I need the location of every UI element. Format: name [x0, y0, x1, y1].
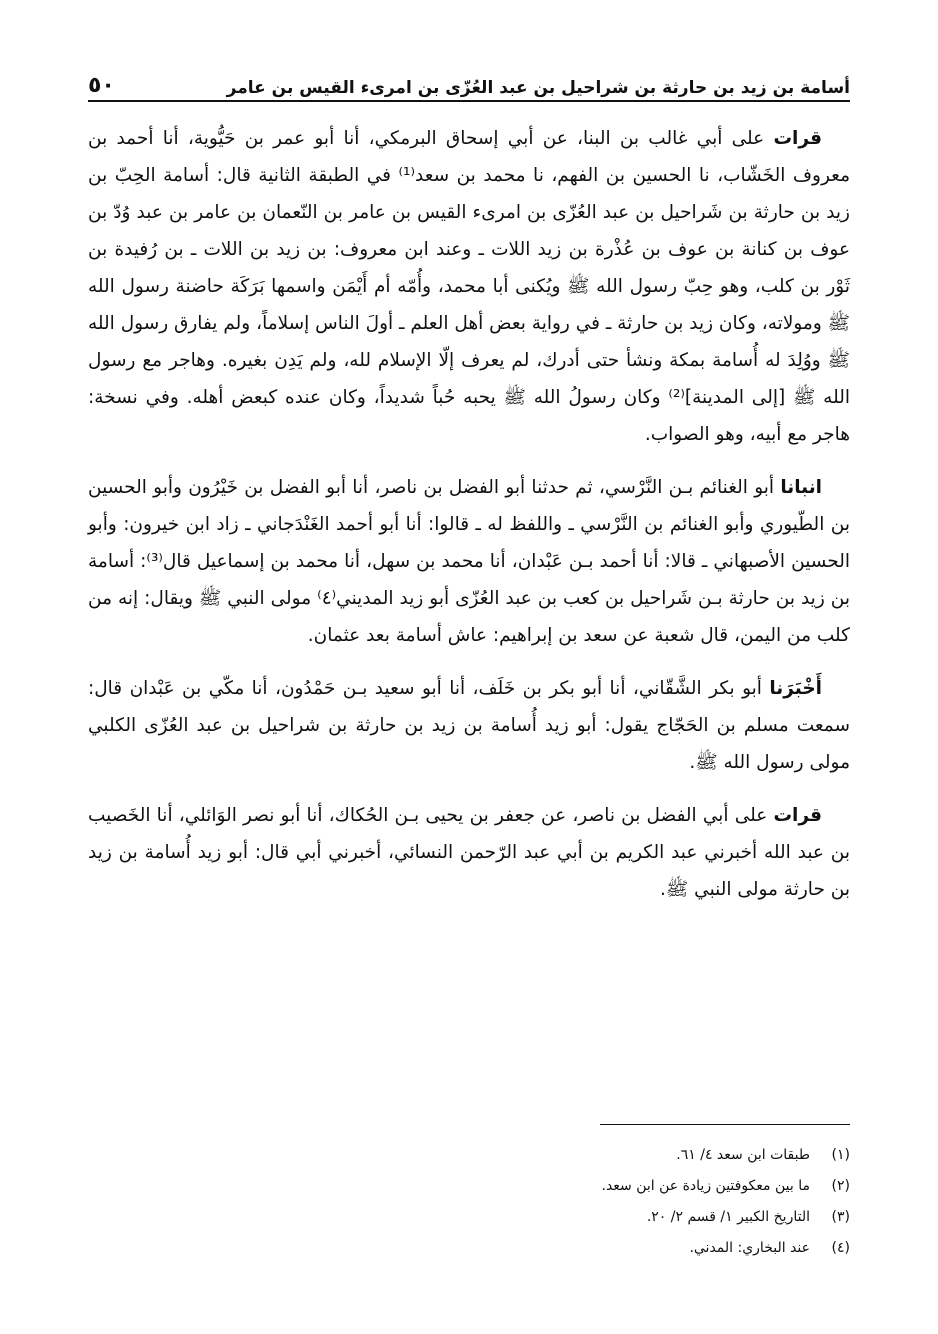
footnotes: [88, 1140, 850, 1264]
paragraph: [88, 797, 850, 908]
page-number: ٥٠: [88, 73, 115, 98]
footnote-number: (٣): [831, 1209, 850, 1225]
paragraph: [88, 469, 850, 654]
paragraph-lead-word: أَخْبَرَنا: [769, 678, 822, 699]
footnote: [88, 1202, 850, 1233]
page-header: [88, 58, 850, 98]
footnote-number: (٢): [831, 1178, 850, 1194]
paragraph-text: على أبي غالب بن البنا، عن أبي إسحاق البرمكي، أنا أبو عمر بن حَيُّوية، أنا أحمد بن معروف الخَشّاب، نا الحسين بن الفهم، نا محمد بن سعد⁽¹⁾ في الطبقة الثانية قال: أسامة الحِبّ بن زيد بن حارثة بن شَراحيل بن عبد العُزّى بن امرىء القيس بن عامر بن النّعمان بن عامر بن عبد وُدّ بن عوف بن كنانة بن عوف بن عُذْرة بن زيد اللات ـ وعند ابن معروف: بن زيد بن اللات ـ بن رُفيدة بن ثَوْر بن كلب، وهو حِبّ رسول الله ﷺ ويُكنى أبا محمد، وأُمّه أم أَيْمَن واسمها بَرَكَة حاضنة رسول الله ﷺ ومولاته، وكان زيد بن حارثة ـ في رواية بعض أهل العلم ـ أولَ الناس إسلاماً، ولم يفارق رسول الله ﷺ ووُلِدَ له أُسامة بمكة ونشأ حتى أدرك، لم يعرف إلّا الإسلام لله، ولم يَدِن بغيره. وهاجر مع رسول الله ﷺ [إلى المدينة]⁽²⁾ وكان رسولُ الله ﷺ يحبه حُباً شديداً، وكان عنده كبعض أهله. وفي نسخة: هاجر مع أبيه، وهو الصواب.: [88, 128, 850, 445]
paragraph-text: أبو بكر الشَّقّاني، أنا أبو بكر بن خَلَف، أنا أبو سعيد بـن حَمْدُون، أنا مكّي بن عَبْدان قال: سمعت مسلم بن الحَجّاج يقول: أبو زيد أُسامة بن زيد بن حارثة بن شراحيل بن عبد العُزّى الكلبي مولى رسول الله ﷺ.: [88, 678, 850, 773]
footnote: [88, 1140, 850, 1171]
paragraph-lead-word: انبانا: [780, 477, 822, 498]
paragraph-lead-word: قرات: [773, 805, 822, 826]
footnote-text: التاريخ الكبير ١/ قسم ٢/ ٢٠.: [646, 1209, 810, 1225]
paragraph-text: أبو الغنائم بـن النَّرْسي، ثم حدثنا أبو الفضل بن ناصر، أنا أبو الفضل بن خَيْرُون وأبو الحسين بن الطّيوري وأبو الغنائم بن النَّرْسي ـ واللفظ له ـ قالوا: أنا أبو أحمد الغَنْدَجاني ـ زاد ابن خيرون: وأبو الحسين الأصبهاني ـ قالا: أنا أحمد بـن عَبْدان، أنا محمد بن سهل، أنا محمد بن إسماعيل قال⁽³⁾: أسامة بن زيد بن حارثة بـن شَراحيل بن كعب بن عبد العُزّى أبو زيد المديني⁽٤⁾ مولى النبي ﷺ ويقال: إنه من كلب من اليمن، قال شعبة عن سعد بن إبراهيم: عاش أسامة بعد عثمان.: [88, 477, 850, 646]
footnote-text: ما بين معكوفتين زيادة عن ابن سعد.: [601, 1178, 810, 1194]
running-title: أسامة بن زيد بن حارثة بن شراحيل بن عبد العُزّى بن امرىء القيس بن عامر: [226, 78, 850, 98]
footnote: [88, 1233, 850, 1264]
paragraph-lead-word: قرات: [773, 128, 822, 149]
footnote: [88, 1171, 850, 1202]
paragraph-text: على أبي الفضل بن ناصر، عن جعفر بن يحيى بـن الحُكاك، أنا أبو نصر الوَائلي، أنا الخَصيب بن عبد الله أخبرني عبد الكريم بن أبي عبد الرّحمن النسائي، أخبرني أبي قال: أبو زيد أُسامة بن زيد بن حارثة مولى النبي ﷺ.: [88, 805, 850, 900]
footnote-rule: [600, 1124, 850, 1125]
main-text: [88, 120, 850, 924]
paragraph: [88, 670, 850, 781]
header-rule: [88, 100, 850, 102]
footnote-number: (١): [831, 1147, 850, 1163]
footnote-text: طبقات ابن سعد ٤/ ٦١.: [676, 1147, 810, 1163]
paragraph: [88, 120, 850, 453]
footnote-number: (٤): [831, 1240, 850, 1256]
footnote-text: عند البخاري: المدني.: [689, 1240, 810, 1256]
